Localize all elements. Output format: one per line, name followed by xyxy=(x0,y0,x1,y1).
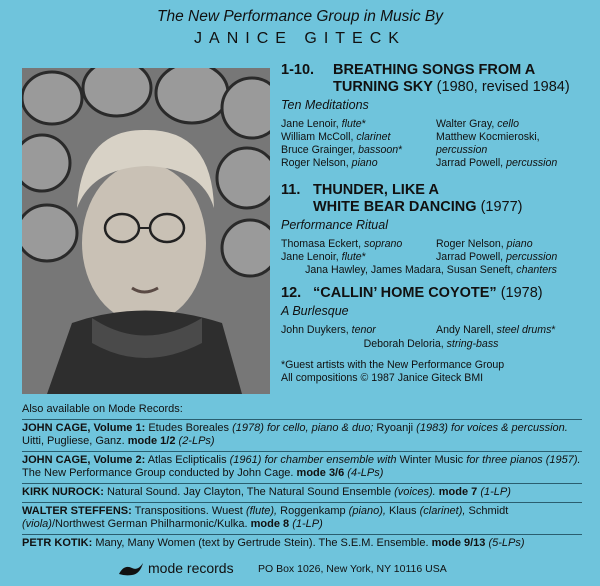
catalog-artist: WALTER STEFFENS: xyxy=(22,505,132,517)
performer: percussion xyxy=(436,144,488,156)
catalog-item xyxy=(22,451,582,483)
footer xyxy=(0,560,600,586)
performer: Bruce Grainger, bassoon* xyxy=(281,144,403,156)
also-available xyxy=(22,403,582,553)
catalog-desc: Natural Sound. Jay Clayton, The Natural Sound Ensemble (voices). mode 7 (1-LP) xyxy=(106,486,511,498)
work-2 xyxy=(281,182,581,277)
work-year: (1978) xyxy=(500,285,543,301)
work-number: 1-10. xyxy=(281,62,315,78)
performer: William McColl, clarinet xyxy=(281,131,391,143)
catalog-item xyxy=(22,419,582,451)
header-subtitle: The New Performance Group in Music By xyxy=(157,8,443,25)
catalog-desc: Transpositions. Wuest (flute), Roggenkamp (piano), Klaus (clarinet), Schmidt (viola)/Northwest German Philharmonic/Kulka. mode 8 (1-LP) xyxy=(22,505,509,530)
catalog-item xyxy=(22,502,582,534)
performer: Roger Nelson, piano xyxy=(281,157,378,169)
work-title: BREATHING SONGS FROM A xyxy=(333,62,536,78)
performer: John Duykers, tenor xyxy=(281,324,376,336)
work-year: (1977) xyxy=(480,199,523,215)
work-number: 11. xyxy=(281,182,301,198)
work-title: “CALLIN’ HOME COYOTE” xyxy=(313,285,497,301)
copyright-note: All compositions © 1987 Janice Giteck BMI xyxy=(281,372,484,384)
brand-address: PO Box 1026, New York, NY 10116 USA xyxy=(258,563,447,575)
catalog-artist: JOHN CAGE, Volume 1: xyxy=(22,422,146,434)
catalog-item xyxy=(22,483,582,502)
work-number: 12. xyxy=(281,285,302,301)
photo-image xyxy=(22,68,270,394)
brand-name: mode records xyxy=(148,560,234,576)
performer-credits xyxy=(281,118,581,174)
work-title: THUNDER, LIKE A xyxy=(313,182,439,198)
performer-credits xyxy=(281,238,581,264)
performer: Thomasa Eckert, soprano xyxy=(281,238,403,250)
work-year: (1980, revised 1984) xyxy=(436,79,570,95)
performer: Jarrad Powell, percussion xyxy=(436,251,558,263)
performer: Deborah Deloria, string-bass xyxy=(363,338,499,350)
catalog-artist: JOHN CAGE, Volume 2: xyxy=(22,454,146,466)
work-title-cont: WHITE BEAR DANCING xyxy=(313,199,477,215)
notes xyxy=(281,359,581,385)
performer: Jarrad Powell, percussion xyxy=(436,157,558,169)
catalog-artist: KIRK NUROCK: xyxy=(22,486,104,498)
composer-photo xyxy=(22,68,270,394)
composer-name: JANICE GITECK xyxy=(194,30,406,47)
work-subtitle: Performance Ritual xyxy=(281,218,388,232)
work-title-cont: TURNING SKY xyxy=(333,79,433,95)
performer-chanters: Jana Hawley, James Madara, Susan Seneft, chanters xyxy=(305,264,557,276)
catalog-desc: Many, Many Women (text by Gertrude Stein). The S.E.M. Ensemble. mode 9/13 (5-LPs) xyxy=(95,537,525,549)
performer: Jane Lenoir, flute* xyxy=(281,118,366,130)
performer: Jane Lenoir, flute* xyxy=(281,251,366,263)
works-list xyxy=(281,62,581,385)
catalog-desc: Etudes Boreales (1978) for cello, piano & duo; Ryoanji (1983) for voices & percussion. Uitti, Pugliese, Ganz. mode 1/2 (2-LPs) xyxy=(22,422,568,447)
performer: Roger Nelson, piano xyxy=(436,238,533,250)
performer-credits xyxy=(281,324,581,337)
work-3 xyxy=(281,285,581,351)
performer: Walter Gray, cello xyxy=(436,118,520,130)
work-subtitle: A Burlesque xyxy=(281,304,349,318)
performer: Andy Narell, steel drums* xyxy=(436,324,556,336)
catalog-item xyxy=(22,534,582,553)
work-1 xyxy=(281,62,581,174)
work-subtitle: Ten Meditations xyxy=(281,98,369,112)
performer: Matthew Kocmieroski, xyxy=(436,131,540,143)
guest-note: *Guest artists with the New Performance Group xyxy=(281,359,505,371)
also-heading: Also available on Mode Records: xyxy=(22,403,183,415)
catalog-desc: Atlas Eclipticalis (1961) for chamber ensemble with Winter Music for three pianos (1957). The New Performance Group conducted by John Cage. mode 3/6 (4-LPs) xyxy=(22,454,581,479)
catalog-artist: PETR KOTIK: xyxy=(22,537,93,549)
mode-logo-icon xyxy=(118,560,144,578)
